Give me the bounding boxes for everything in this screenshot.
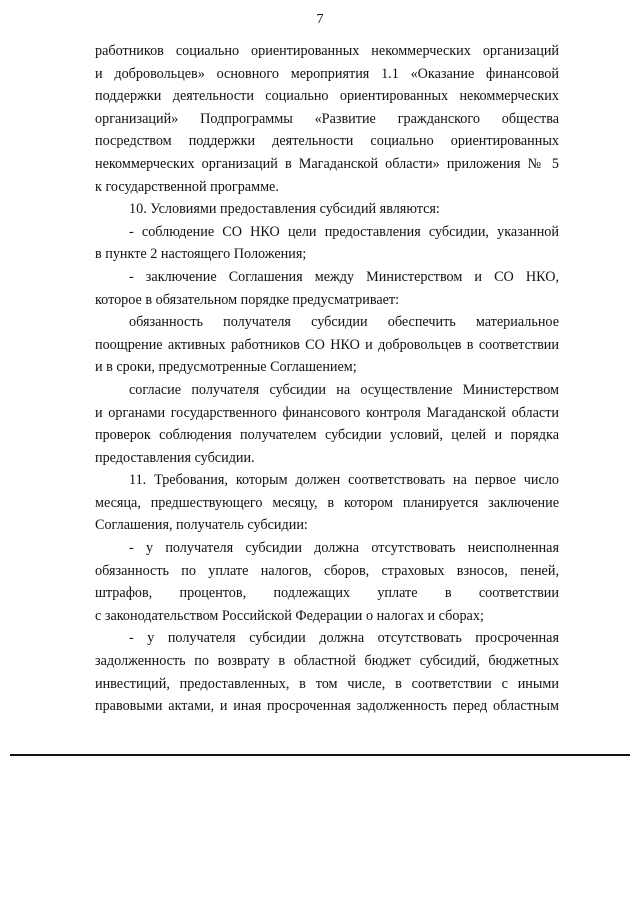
text-line: - соблюдение СО НКО цели предоставления субсидии, указанной: [129, 223, 559, 240]
text-line: в пункте 2 настоящего Положения;: [95, 246, 307, 263]
paragraph-requirement-debt: [95, 627, 559, 717]
text-line: правовыми актами, и иная просроченная задолженность перед областным: [95, 698, 559, 715]
text-line: с законодательством Российской Федерации о налогах и сборах;: [95, 607, 484, 624]
paragraph-condition-goal: [95, 221, 559, 266]
page-number: 7: [316, 12, 324, 27]
text-line: проверок соблюдения получателем субсидии условий, целей и порядка: [95, 427, 559, 444]
text-line: - заключение Соглашения между Министерством и СО НКО,: [129, 268, 559, 285]
text-line: поддержки деятельности социально ориентированных некоммерческих: [95, 88, 559, 105]
text-line: поощрение активных работников СО НКО и добровольцев в соответствии: [95, 336, 559, 353]
document-body: [95, 40, 559, 718]
paragraph-requirement-taxes: [95, 537, 559, 627]
text-line: обязанность получателя субсидии обеспечить материальное: [129, 314, 559, 331]
text-line: - у получателя субсидии должна отсутствовать неисполненная: [129, 540, 559, 557]
text-line: месяца, предшествующего месяцу, в котором планируется заключение: [95, 494, 559, 511]
text-line: - у получателя субсидии должна отсутствовать просроченная: [129, 630, 559, 647]
text-line: обязанность по уплате налогов, сборов, страховых взносов, пеней,: [95, 562, 559, 579]
paragraph-program-reference: [95, 40, 559, 198]
text-line: 11. Требования, которым должен соответствовать на первое число: [129, 472, 559, 489]
text-line: предоставления субсидии.: [95, 449, 255, 466]
text-line: которое в обязательном порядке предусматривает:: [95, 291, 400, 308]
text-line: согласие получателя субсидии на осуществление Министерством: [129, 381, 559, 398]
text-line: и добровольцев» основного мероприятия 1.1 «Оказание финансовой: [95, 65, 559, 82]
text-line: и в сроки, предусмотренные Соглашением;: [95, 359, 357, 376]
text-line: организаций» Подпрограммы «Развитие гражданского общества: [95, 110, 559, 127]
text-line: и органами государственного финансового контроля Магаданской области: [95, 404, 559, 421]
paragraph-obligation: [95, 311, 559, 379]
text-line: Соглашения, получатель субсидии:: [95, 517, 308, 534]
page-divider-line: [10, 754, 630, 756]
paragraph-clause-10: [95, 198, 559, 221]
text-line: штрафов, процентов, подлежащих уплате в соответствии: [95, 585, 559, 602]
text-line: инвестиций, предоставленных, в том числе, в соответствии с иными: [95, 675, 559, 692]
paragraph-condition-agreement: [95, 266, 559, 311]
paragraph-consent: [95, 379, 559, 469]
text-line: работников социально ориентированных некоммерческих организаций: [95, 43, 559, 59]
text-line: посредством поддержки деятельности социально ориентированных: [95, 133, 559, 150]
text-line: к государственной программе.: [95, 178, 279, 195]
text-line: некоммерческих организаций в Магаданской области» приложения № 5: [95, 155, 559, 172]
paragraph-clause-11: [95, 469, 559, 537]
text-line: задолженность по возврату в областной бюджет субсидий, бюджетных: [95, 653, 559, 670]
text-line: 10. Условиями предоставления субсидий являются:: [129, 201, 440, 218]
